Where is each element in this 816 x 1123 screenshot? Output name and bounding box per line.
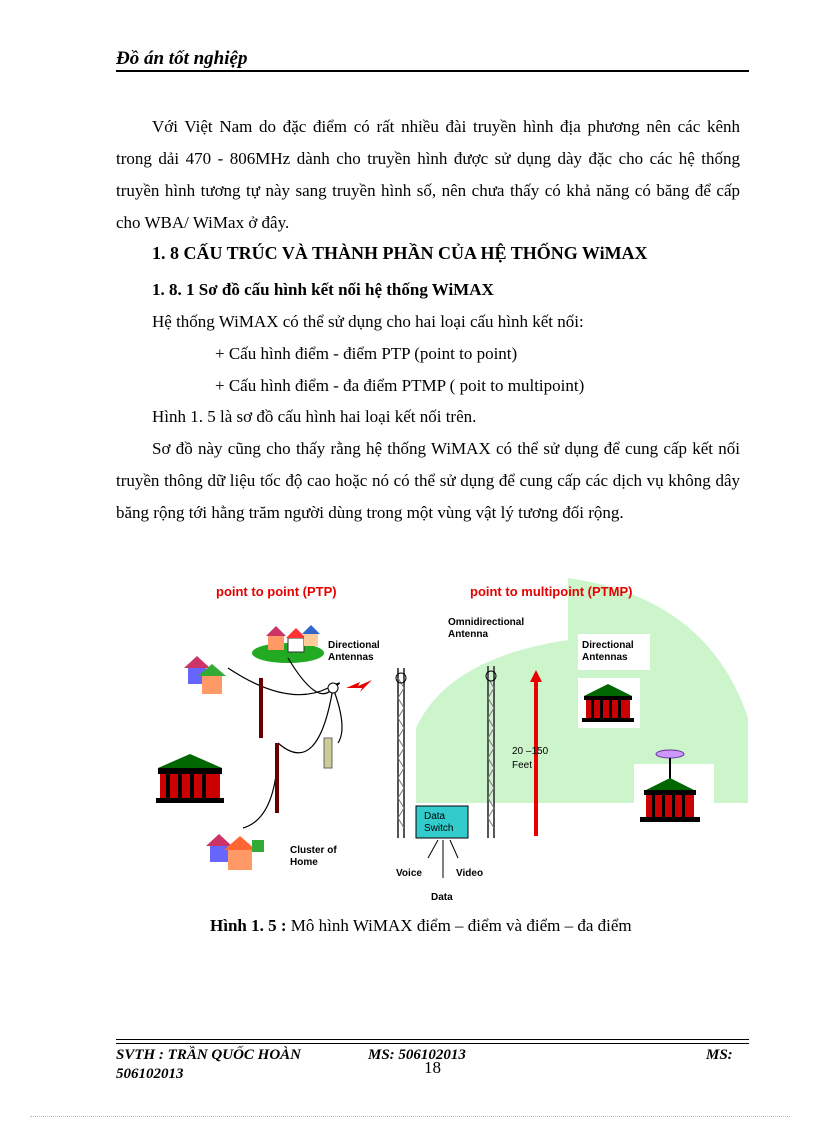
figure-caption	[210, 916, 632, 936]
video-label: Video	[456, 868, 484, 879]
house-cluster-bottom-icon	[206, 834, 264, 870]
caption-prefix: Hình 1. 5 :	[210, 916, 287, 935]
footer-rule-2	[116, 1043, 749, 1044]
antenna-box	[324, 738, 332, 768]
building-left-icon	[156, 754, 224, 803]
height-label-2: Feet	[512, 760, 533, 771]
footer-rule	[116, 1039, 749, 1040]
bullet-ptmp: + Cấu hình điểm - đa điểm PTMP ( poit to multipoint)	[215, 376, 585, 395]
pole-1	[259, 678, 263, 738]
footer-ms-1: MS: 506102013	[368, 1047, 466, 1063]
header-title: Đồ án tốt nghiệp	[116, 48, 248, 69]
page-number: 18	[424, 1058, 441, 1077]
tower-left-icon	[396, 668, 406, 838]
omni-label-1: Omnidirectional	[448, 617, 525, 628]
directional-antennas-left-label-2: Antennas	[328, 652, 374, 663]
cluster-label-1: Cluster of	[290, 845, 337, 856]
footer-ms-2: MS:	[706, 1047, 733, 1063]
footer-student: SVTH : TRẦN QUỐC HOÀN	[116, 1047, 302, 1063]
figure-reference-line: Hình 1. 5 là sơ đồ cấu hình hai loại kết nối trên.	[152, 407, 477, 426]
building-right-top-icon	[578, 678, 640, 728]
paragraph-1: Với Việt Nam do đặc điểm có rất nhiều đài truyền hình địa phương nên các kênh trong dải 470 - 806MHz dành cho truyền hình được sử dụng dày đặc cho các hệ thống truyền hình tương tự này sang truyền hình số, nên chưa thấy có khả năng có băng để cấp cho WBA/ WiMax ở đây.	[116, 117, 740, 232]
voice-label: Voice	[396, 868, 422, 879]
omni-label-2: Antenna	[448, 629, 488, 640]
bullet-ptp: + Cấu hình điểm - điểm PTP (point to point)	[215, 344, 518, 363]
ptp-label: point to point (PTP)	[216, 584, 337, 599]
directional-antennas-right-label-1: Directional	[582, 640, 634, 651]
house-cluster-left-icon	[184, 656, 226, 694]
caption-text: Mô hình WiMAX điểm – điểm và điểm – đa điểm	[286, 916, 632, 935]
switch-label-2: Switch	[424, 823, 454, 834]
subsection-heading: 1. 8. 1 Sơ đồ cấu hình kết nối hệ thống WiMAX	[152, 280, 494, 299]
wireless-link-icon	[346, 680, 372, 692]
section-heading: 1. 8 CẤU TRÚC VÀ THÀNH PHẦN CỦA HỆ THỐNG WiMAX	[152, 243, 648, 263]
data-label: Data	[431, 892, 453, 903]
page-header	[116, 44, 749, 72]
wimax-figure	[148, 578, 748, 908]
directional-antennas-right-label-2: Antennas	[582, 652, 628, 663]
cluster-label-2: Home	[290, 857, 318, 868]
switch-label-1: Data	[424, 811, 446, 822]
paragraph-2: Sơ đồ này cũng cho thấy rằng hệ thống WiMAX có thể sử dụng để cung cấp kết nối truyền thông dữ liệu tốc độ cao hoặc nó có thể sử dụng để cung cấp các dịch vụ không dây băng rộng tới hằng trăm người dùng trong một vùng vật lý tương đối rộng.	[116, 439, 740, 522]
directional-antennas-left-label-1: Directional	[328, 640, 380, 651]
height-label-1: 20 –150	[512, 746, 549, 757]
footer-ms-2-value: 506102013	[116, 1066, 184, 1082]
pole-2	[275, 743, 279, 813]
intro-line: Hệ thống WiMAX có thể sử dụng cho hai loại cấu hình kết nối:	[152, 312, 584, 331]
page-bottom-border	[30, 1116, 790, 1117]
ptmp-label: point to multipoint (PTMP)	[470, 584, 633, 599]
